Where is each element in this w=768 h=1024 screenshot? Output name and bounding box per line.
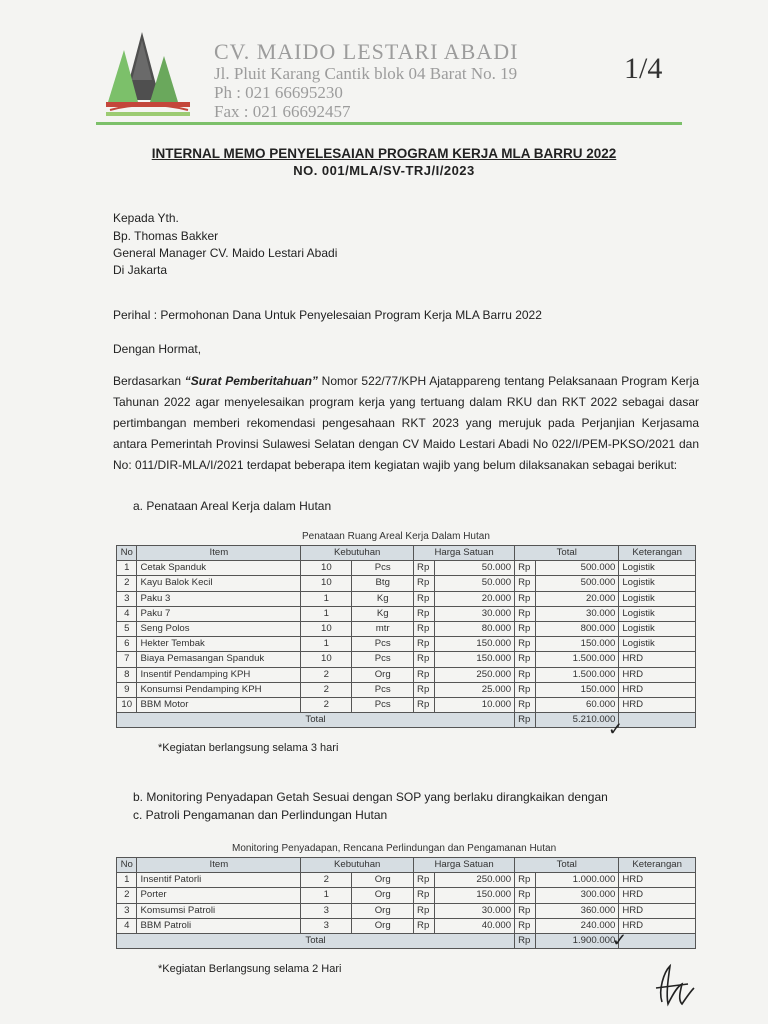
company-fax: Fax : 021 66692457 xyxy=(214,102,351,121)
cell-total: 500.000 xyxy=(536,561,619,576)
cell-unit: Kg xyxy=(352,591,414,606)
cell-qty: 1 xyxy=(301,606,352,621)
cell-total: 800.000 xyxy=(536,621,619,636)
cell-no: 1 xyxy=(117,561,137,576)
cell-no: 9 xyxy=(117,682,137,697)
cell-total: 240.000 xyxy=(536,918,619,933)
cell-qty: 2 xyxy=(301,873,352,888)
cell-no: 3 xyxy=(117,903,137,918)
greeting: Dengan Hormat, xyxy=(113,342,202,356)
letterhead xyxy=(214,40,518,121)
total-empty xyxy=(619,713,696,728)
recipient-location: Di Jakarta xyxy=(113,263,168,277)
signature-mark xyxy=(648,962,702,1008)
total-label: Total xyxy=(117,713,515,728)
cell-price: 50.000 xyxy=(435,561,515,576)
cell-currency: Rp xyxy=(414,576,435,591)
cell-price: 250.000 xyxy=(435,873,515,888)
table-row xyxy=(117,652,696,667)
cell-currency: Rp xyxy=(515,918,536,933)
cell-note: HRD xyxy=(619,903,696,918)
table-row xyxy=(117,918,696,933)
cell-total: 30.000 xyxy=(536,606,619,621)
cell-no: 10 xyxy=(117,697,137,712)
cell-unit: Org xyxy=(352,667,414,682)
cell-total: 500.000 xyxy=(536,576,619,591)
header-item: Item xyxy=(137,858,301,873)
recipient-line: Kepada Yth. xyxy=(113,211,179,225)
cell-currency: Rp xyxy=(414,591,435,606)
company-address: Jl. Pluit Karang Cantik blok 04 Barat No. 19 xyxy=(214,64,518,83)
table-header-row xyxy=(117,546,696,561)
cell-currency: Rp xyxy=(515,576,536,591)
cell-currency: Rp xyxy=(414,621,435,636)
cell-currency: Rp xyxy=(515,591,536,606)
cell-qty: 1 xyxy=(301,888,352,903)
cell-price: 80.000 xyxy=(435,621,515,636)
cell-currency: Rp xyxy=(515,561,536,576)
cell-item: Porter xyxy=(137,888,301,903)
table-row xyxy=(117,591,696,606)
cell-unit: Pcs xyxy=(352,697,414,712)
cell-total: 150.000 xyxy=(536,637,619,652)
cell-total: 360.000 xyxy=(536,903,619,918)
cell-unit: Org xyxy=(352,918,414,933)
cell-qty: 2 xyxy=(301,667,352,682)
cell-price: 40.000 xyxy=(435,918,515,933)
section-a-heading: a. Penataan Areal Kerja dalam Hutan xyxy=(133,499,332,513)
cell-unit: Pcs xyxy=(352,561,414,576)
cell-note: HRD xyxy=(619,652,696,667)
cell-currency: Rp xyxy=(414,667,435,682)
cell-no: 4 xyxy=(117,918,137,933)
cell-currency: Rp xyxy=(414,561,435,576)
table-penataan xyxy=(116,545,696,728)
section-c-heading: c. Patroli Pengamanan dan Perlindungan Hutan xyxy=(133,808,388,822)
body-paragraph: Berdasarkan “Surat Pemberitahuan” Nomor 522/77/KPH Ajatappareng tentang Pelaksanaan Program Kerja Tahunan 2022 agar menyelesaikan program kerja yang tertuang dalam RKU dan RKT 2022 sebagai dasar pertimbangan memberi rekomendasi pengesahaan RKT 2023 yang merujuk pada Perjanjian Kerjasama antara Pemerintah Provinsi Sulawesi Selatan dengan CV Maido Lestari Abadi No 022/I/PEM-PKSO/2021 dan No: 011/DIR-MLA/I/2021 terdapat beberapa item kegiatan wajib yang belum dilaksanakan sebagai berikut: xyxy=(113,374,700,472)
cell-note: Logistik xyxy=(619,576,696,591)
cell-item: Komsumsi Patroli xyxy=(137,903,301,918)
cell-total: 300.000 xyxy=(536,888,619,903)
header-harga: Harga Satuan xyxy=(414,858,515,873)
cell-item: Cetak Spanduk xyxy=(137,561,301,576)
cell-unit: Kg xyxy=(352,606,414,621)
cell-currency: Rp xyxy=(414,606,435,621)
cell-total: 1.500.000 xyxy=(536,667,619,682)
cell-note: HRD xyxy=(619,888,696,903)
recipient-title: General Manager CV. Maido Lestari Abadi xyxy=(113,246,338,260)
table-row xyxy=(117,561,696,576)
cell-no: 2 xyxy=(117,576,137,591)
cell-unit: Pcs xyxy=(352,682,414,697)
cell-qty: 10 xyxy=(301,652,352,667)
table2-caption: Monitoring Penyadapan, Rencana Perlindungan dan Pengamanan Hutan xyxy=(232,843,557,854)
total-currency: Rp xyxy=(515,933,536,948)
cell-no: 5 xyxy=(117,621,137,636)
cell-no: 4 xyxy=(117,606,137,621)
total-value: 5.210.000 xyxy=(536,713,619,728)
cell-currency: Rp xyxy=(414,873,435,888)
page-number: 1/4 xyxy=(624,52,663,85)
cell-item: Kayu Balok Kecil xyxy=(137,576,301,591)
cell-price: 10.000 xyxy=(435,697,515,712)
cell-note: HRD xyxy=(619,918,696,933)
table-row xyxy=(117,682,696,697)
memo-number: NO. 001/MLA/SV-TRJ/I/2023 xyxy=(293,163,475,178)
header-harga: Harga Satuan xyxy=(414,546,515,561)
checkmark-icon: ✓ xyxy=(612,930,628,950)
cell-unit: Org xyxy=(352,873,414,888)
total-row xyxy=(117,933,696,948)
cell-currency: Rp xyxy=(515,621,536,636)
cell-item: Konsumsi Pendamping KPH xyxy=(137,682,301,697)
company-logo xyxy=(102,30,194,118)
cell-unit: Pcs xyxy=(352,652,414,667)
cell-qty: 3 xyxy=(301,918,352,933)
table-row xyxy=(117,576,696,591)
cell-no: 8 xyxy=(117,667,137,682)
cell-currency: Rp xyxy=(515,888,536,903)
cell-qty: 1 xyxy=(301,637,352,652)
cell-total: 60.000 xyxy=(536,697,619,712)
cell-currency: Rp xyxy=(414,697,435,712)
cell-currency: Rp xyxy=(515,873,536,888)
cell-note: Logistik xyxy=(619,561,696,576)
cell-currency: Rp xyxy=(414,682,435,697)
memo-title: INTERNAL MEMO PENYELESAIAN PROGRAM KERJA MLA BARRU 2022 xyxy=(151,146,617,161)
header-keterangan: Keterangan xyxy=(619,858,696,873)
total-label: Total xyxy=(117,933,515,948)
cell-note: Logistik xyxy=(619,591,696,606)
cell-price: 30.000 xyxy=(435,606,515,621)
highlight-text: “Surat Pemberitahuan” xyxy=(184,374,318,388)
header-item: Item xyxy=(137,546,301,561)
table-row xyxy=(117,903,696,918)
subject-line: Perihal : Permohonan Dana Untuk Penyelesaian Program Kerja MLA Barru 2022 xyxy=(113,308,542,322)
cell-note: HRD xyxy=(619,667,696,682)
cell-currency: Rp xyxy=(515,697,536,712)
cell-item: Hekter Tembak xyxy=(137,637,301,652)
cell-price: 150.000 xyxy=(435,637,515,652)
table2-note: *Kegiatan Berlangsung selama 2 Hari xyxy=(158,963,342,975)
cell-unit: Btg xyxy=(352,576,414,591)
header-total: Total xyxy=(515,858,619,873)
checkmark-icon: ✓ xyxy=(608,719,624,739)
header-no: No xyxy=(117,546,137,561)
cell-currency: Rp xyxy=(515,667,536,682)
total-empty xyxy=(619,933,696,948)
cell-no: 3 xyxy=(117,591,137,606)
table-row xyxy=(117,637,696,652)
cell-qty: 2 xyxy=(301,682,352,697)
cell-qty: 10 xyxy=(301,576,352,591)
table-header-row xyxy=(117,858,696,873)
table-row xyxy=(117,888,696,903)
cell-item: BBM Motor xyxy=(137,697,301,712)
cell-qty: 10 xyxy=(301,561,352,576)
cell-price: 50.000 xyxy=(435,576,515,591)
cell-note: HRD xyxy=(619,697,696,712)
cell-item: Paku 7 xyxy=(137,606,301,621)
cell-currency: Rp xyxy=(515,652,536,667)
cell-unit: Org xyxy=(352,888,414,903)
cell-currency: Rp xyxy=(515,606,536,621)
table-monitoring xyxy=(116,857,696,949)
cell-qty: 1 xyxy=(301,591,352,606)
company-name: CV. MAIDO LESTARI ABADI xyxy=(214,39,519,64)
cell-item: Paku 3 xyxy=(137,591,301,606)
company-phone: Ph : 021 66695230 xyxy=(214,83,343,102)
header-total: Total xyxy=(515,546,619,561)
cell-total: 1.000.000 xyxy=(536,873,619,888)
table-row xyxy=(117,606,696,621)
cell-note: Logistik xyxy=(619,606,696,621)
cell-note: HRD xyxy=(619,682,696,697)
cell-total: 20.000 xyxy=(536,591,619,606)
cell-currency: Rp xyxy=(414,637,435,652)
cell-currency: Rp xyxy=(515,637,536,652)
cell-price: 25.000 xyxy=(435,682,515,697)
cell-note: Logistik xyxy=(619,621,696,636)
cell-currency: Rp xyxy=(414,888,435,903)
cell-no: 1 xyxy=(117,873,137,888)
total-currency: Rp xyxy=(515,713,536,728)
cell-price: 150.000 xyxy=(435,888,515,903)
cell-item: BBM Patroli xyxy=(137,918,301,933)
cell-price: 20.000 xyxy=(435,591,515,606)
cell-price: 150.000 xyxy=(435,652,515,667)
cell-currency: Rp xyxy=(515,903,536,918)
cell-qty: 3 xyxy=(301,903,352,918)
cell-currency: Rp xyxy=(414,652,435,667)
header-keterangan: Keterangan xyxy=(619,546,696,561)
cell-item: Insentif Pendamping KPH xyxy=(137,667,301,682)
cell-item: Seng Polos xyxy=(137,621,301,636)
table1-caption: Penataan Ruang Areal Kerja Dalam Hutan xyxy=(302,531,490,542)
cell-currency: Rp xyxy=(414,918,435,933)
cell-unit: mtr xyxy=(352,621,414,636)
total-value: 1.900.000 xyxy=(536,933,619,948)
cell-item: Biaya Pemasangan Spanduk xyxy=(137,652,301,667)
cell-currency: Rp xyxy=(515,682,536,697)
cell-qty: 2 xyxy=(301,697,352,712)
cell-total: 150.000 xyxy=(536,682,619,697)
table1-note: *Kegiatan berlangsung selama 3 hari xyxy=(158,742,339,754)
table-row xyxy=(117,621,696,636)
cell-note: Logistik xyxy=(619,637,696,652)
cell-currency: Rp xyxy=(414,903,435,918)
table-row xyxy=(117,697,696,712)
header-kebutuhan: Kebutuhan xyxy=(301,546,414,561)
cell-item: Insentif Patorli xyxy=(137,873,301,888)
header-no: No xyxy=(117,858,137,873)
table-row xyxy=(117,667,696,682)
table-row xyxy=(117,873,696,888)
cell-unit: Org xyxy=(352,903,414,918)
cell-unit: Pcs xyxy=(352,637,414,652)
cell-price: 250.000 xyxy=(435,667,515,682)
header-kebutuhan: Kebutuhan xyxy=(301,858,414,873)
cell-no: 2 xyxy=(117,888,137,903)
cell-total: 1.500.000 xyxy=(536,652,619,667)
cell-price: 30.000 xyxy=(435,903,515,918)
cell-no: 6 xyxy=(117,637,137,652)
recipient-name: Bp. Thomas Bakker xyxy=(113,229,219,243)
cell-qty: 10 xyxy=(301,621,352,636)
letterhead-divider xyxy=(96,122,682,125)
cell-note: HRD xyxy=(619,873,696,888)
section-b-heading: b. Monitoring Penyadapan Getah Sesuai dengan SOP yang berlaku dirangkaikan dengan xyxy=(133,790,608,804)
cell-no: 7 xyxy=(117,652,137,667)
